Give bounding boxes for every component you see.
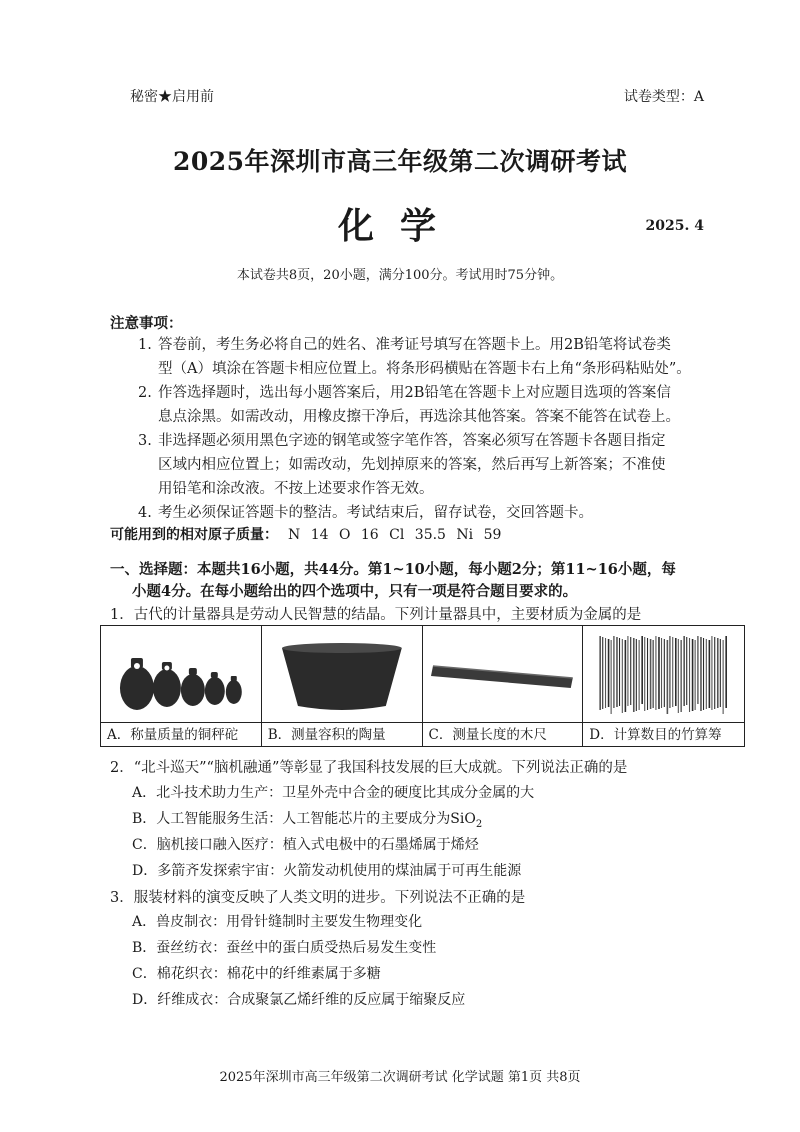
confidential-label: 秘密★启用前 — [130, 89, 214, 105]
question-3-stem: 3．服装材料的演变反映了人类文明的进步。下列说法不正确的是 — [110, 890, 526, 906]
notice-title: 注意事项： — [110, 315, 183, 332]
atomic-mass-values: N 14 O 16 Cl 35.5 Ni 59 — [288, 527, 502, 543]
question-3-option-a[interactable]: A．兽皮制衣：用骨针缝制时主要发生物理变化 — [132, 914, 423, 930]
notice-line: 型（A）填涂在答题卡相应位置上。将条形码横贴在答题卡右上角“条形码粘贴处”。 — [158, 361, 691, 377]
notice-item-1 — [138, 333, 738, 381]
notice-item-4 — [138, 501, 738, 525]
question-2-stem: 2．“北斗巡天”“脑机融通”等彰显了我国科技发展的巨大成就。下列说法正确的是 — [110, 760, 628, 776]
subject-title: 化学 — [337, 205, 462, 247]
option-d-label: D．计算数目的竹算筹 — [589, 727, 722, 743]
option-b-label: B．测量容积的陶量 — [267, 727, 386, 743]
bamboo-counting-rods-icon — [583, 626, 744, 723]
option-cell-d[interactable] — [583, 626, 744, 747]
wooden-ruler-icon — [423, 626, 583, 723]
option-cell-c[interactable] — [423, 626, 584, 747]
option-a-label: A．称量质量的铜秤砣 — [107, 727, 239, 743]
page-footer: 2025年深圳市高三年级第二次调研考试 化学试题 第1页 共8页 — [219, 1070, 581, 1085]
section-heading-line: 一、选择题：本题共16小题，共44分。第1~10小题，每小题2分；第11~16小题，每 — [110, 561, 676, 578]
question-3-option-d[interactable]: D．纤维成衣：合成聚氯乙烯纤维的反应属于缩聚反应 — [132, 992, 466, 1008]
notice-number: 2. — [138, 385, 152, 401]
notice-item-2 — [138, 381, 738, 429]
subscript: 2 — [475, 818, 483, 830]
atomic-mass-label: 可能用到的相对原子质量： — [110, 527, 278, 543]
notice-line: 区域内相应位置上；如需改动，先划掉原来的答案，然后再写上新答案；不准使 — [158, 457, 666, 473]
exam-info: 本试卷共8页，20小题，满分100分。考试用时75分钟。 — [236, 268, 564, 283]
section-heading-line: 小题4分。在每小题给出的四个选项中，只有一项是符合题目要求的。 — [132, 583, 578, 600]
question-1-option-table — [100, 625, 745, 747]
notice-line: 作答选择题时，选出每小题答案后，用2B铅笔在答题卡上对应题目选项的答案信 — [158, 385, 671, 401]
notice-line: 非选择题必须用黑色字迹的钢笔或签字笔作答，答案必须写在答题卡各题目指定 — [158, 433, 666, 449]
question-3-option-b[interactable]: B．蚕丝纺衣：蚕丝中的蛋白质受热后易发生变性 — [132, 940, 437, 956]
option-c-label: C．测量长度的木尺 — [428, 727, 547, 743]
notice-number: 4. — [138, 505, 152, 521]
question-2-option-c[interactable]: C．脑机接口融入医疗：植入式电极中的石墨烯属于烯烃 — [132, 837, 479, 853]
question-1-stem: 1．古代的计量器具是劳动人民智慧的结晶。下列计量器具中，主要材质为金属的是 — [110, 607, 642, 623]
notice-list — [138, 333, 738, 525]
notice-line: 息点涂黑。如需改动，用橡皮擦干净后，再选涂其他答案。答案不能答在试卷上。 — [158, 409, 680, 425]
pottery-measure-icon — [262, 626, 422, 723]
question-2-option-d[interactable]: D．多箭齐发探索宇宙：火箭发动机使用的煤油属于可再生能源 — [132, 863, 522, 879]
option-cell-b[interactable] — [262, 626, 423, 747]
paper-type-label: 试卷类型：A — [623, 89, 704, 105]
notice-number: 3. — [138, 433, 152, 449]
notice-line: 答卷前，考生务必将自己的姓名、准考证号填写在答题卡上。用2B铅笔将试卷类 — [158, 337, 671, 353]
question-2-option-a[interactable]: A．北斗技术助力生产：卫星外壳中合金的硬度比其成分金属的大 — [132, 785, 535, 801]
exam-date: 2025. 4 — [645, 218, 704, 234]
question-3-option-c[interactable]: C．棉花织衣：棉花中的纤维素属于多糖 — [132, 966, 381, 982]
option-cell-a[interactable] — [101, 626, 262, 747]
notice-line: 考生必须保证答题卡的整洁。考试结束后，留存试卷，交回答题卡。 — [158, 505, 593, 521]
notice-line: 用铅笔和涂改液。不按上述要求作答无效。 — [158, 481, 434, 497]
atomic-mass-line — [110, 524, 501, 544]
notice-number: 1. — [138, 337, 152, 353]
question-2-option-b[interactable] — [132, 808, 482, 830]
option-text: B．人工智能服务生活：人工智能芯片的主要成分为SiO — [132, 811, 476, 827]
notice-item-3 — [138, 429, 738, 501]
bronze-weights-icon — [101, 626, 261, 723]
exam-title: 2025年深圳市高三年级第二次调研考试 — [172, 147, 628, 176]
